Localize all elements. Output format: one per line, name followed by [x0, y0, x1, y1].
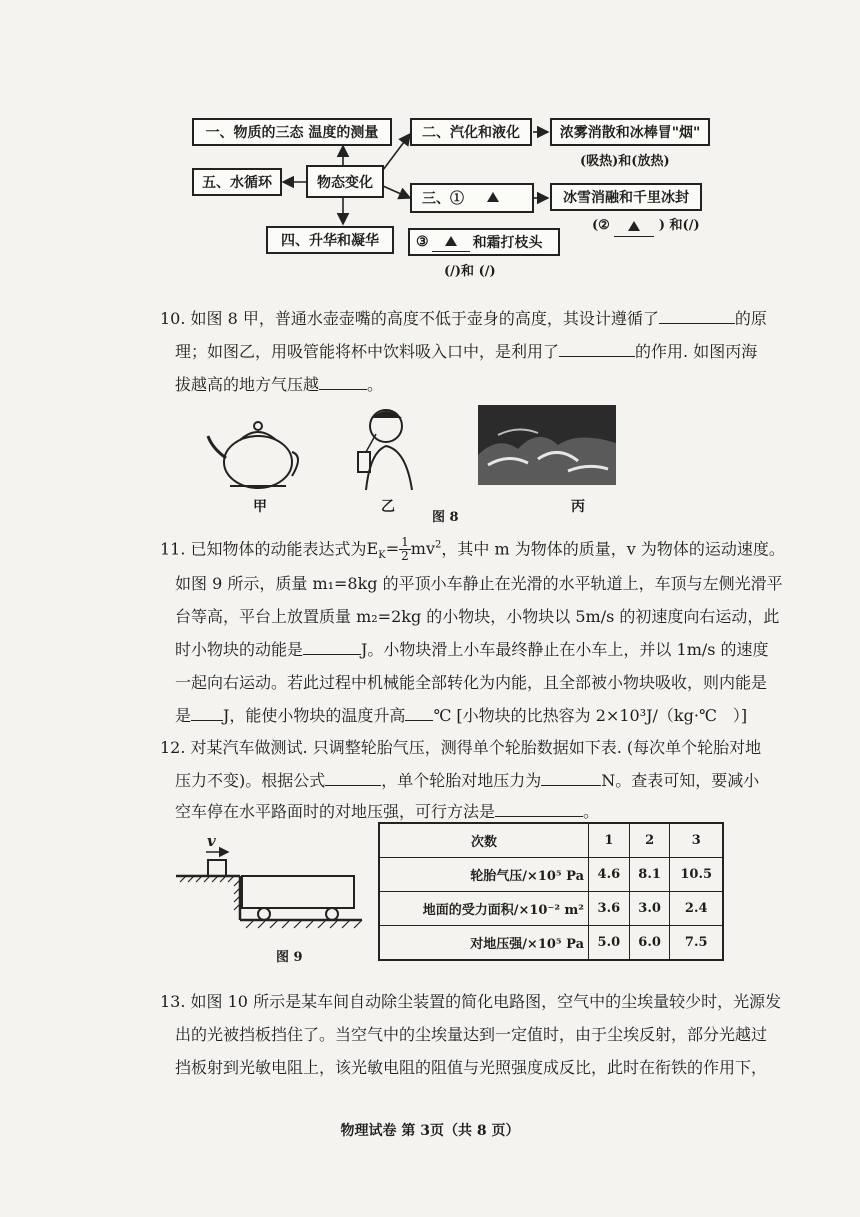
blank-2[interactable]: [614, 218, 654, 237]
frac-numerator: 1: [401, 535, 409, 550]
concept-box-melting-label: 三、①: [422, 191, 464, 207]
boy-straw-figure: [350, 400, 420, 492]
q13-line-1: 13. 如图 10 所示是某车间自动除尘装置的简化电路图，空气中的尘埃量较少时，光源发: [160, 992, 782, 1011]
blank-marker-icon: [445, 236, 457, 246]
q10-blank-2[interactable]: [559, 338, 635, 357]
fig8-label-c: 丙: [571, 499, 585, 515]
table-cell: 3.6: [589, 892, 630, 926]
q11-line-5: 一起向右运动。若此过程中机械能全部转化为内能，且全部被小物块吸收，则内能是: [175, 673, 768, 692]
q12-blank-2[interactable]: [541, 767, 601, 786]
frac-denominator: 2: [401, 549, 409, 564]
teapot-figure: [200, 412, 310, 492]
table-cell: 对地压强/×10⁵ Pa: [379, 926, 589, 961]
q10-blank-1[interactable]: [659, 305, 735, 324]
tire-data-table: [378, 822, 724, 961]
q12-blank-1[interactable]: [325, 767, 381, 786]
table-cell: 7.5: [670, 926, 723, 961]
blank-marker-icon: [487, 192, 499, 202]
table-header-cell: 1: [589, 823, 630, 858]
mountain-photo: [478, 405, 616, 485]
formula-sup: 2: [434, 540, 442, 551]
q10-text: 。: [367, 375, 384, 394]
concept-box-frost: [408, 228, 560, 256]
table-row: [379, 892, 723, 926]
q12-blank-3[interactable]: [495, 798, 583, 817]
q10-text: 的作用. 如图丙海: [635, 342, 758, 361]
table-cell: 地面的受力面积/×10⁻² m²: [379, 892, 589, 926]
q12-text: 空车停在水平路面时的对地压强，可行方法是: [175, 802, 496, 821]
fig8-label-a: 甲: [253, 499, 267, 515]
q10-text: 理；如图乙，用吸管能将杯中饮料吸入口中，是利用了: [175, 342, 560, 361]
q11-blank-1[interactable]: [303, 636, 361, 655]
concept-box-melting: [410, 183, 534, 213]
table-cell: 8.1: [629, 858, 670, 892]
q11-text: 是: [175, 706, 192, 725]
q11-line-4: [175, 634, 769, 666]
table-cell: 4.6: [589, 858, 630, 892]
q11-line-2: 如图 9 所示，质量 m₁=8kg 的平顶小车静止在光滑的水平轨道上，车顶与左侧光滑平: [175, 574, 783, 593]
q11-text: ，其中 m 为物体的质量，v 为物体的运动速度。: [441, 539, 785, 559]
q12-text: N。查表可知，要减小: [601, 771, 760, 790]
table-header-cell: 3: [670, 823, 723, 858]
q11-line-6: [175, 700, 747, 732]
blank-1[interactable]: [468, 189, 518, 207]
q12-text: ，单个轮胎对地压力为: [381, 771, 542, 790]
q10-line-2: [175, 336, 757, 368]
concept-note-ice-post: ) 和(/): [658, 218, 700, 233]
table-row: [379, 926, 723, 961]
concept-box-phase-change: 物态变化: [306, 165, 384, 198]
q11-text: J。小物块滑上小车最终静止在小车上，并以 1m/s 的速度: [361, 640, 769, 659]
q10-text: 的原: [734, 309, 767, 328]
table-header-cell: 2: [629, 823, 670, 858]
q13-line-2: 出的光被挡板挡住了。当空气中的尘埃量达到一定值时，由于尘埃反射，部分光越过: [175, 1025, 768, 1044]
q10-line-1: [160, 303, 767, 335]
concept-box-frost-post: 和霜打枝头: [472, 235, 543, 251]
table-cell: 3.0: [629, 892, 670, 926]
blank-3[interactable]: [432, 233, 470, 252]
formula-sub: K: [378, 550, 386, 562]
formula-fraction: [399, 536, 411, 563]
q12-line-1: 12. 对某汽车做测试. 只调整轮胎气压，测得单个轮胎数据如下表. (每次单个轮胎对地: [160, 738, 762, 757]
table-cell: 10.5: [670, 858, 723, 892]
q11-blank-3[interactable]: [405, 702, 433, 721]
concept-box-fog: 浓雾消散和冰棒冒"烟": [550, 118, 710, 146]
table-row: [379, 858, 723, 892]
q10-text: 10. 如图 8 甲，普通水壶壶嘴的高度不低于壶身的高度，其设计遵循了: [160, 309, 659, 328]
q11-text: 11. 已知物体的动能表达式为: [160, 539, 367, 559]
q11-text: J，能使小物块的温度升高: [223, 706, 406, 725]
table-cell: 6.0: [629, 926, 670, 961]
concept-box-states: 一、物质的三态 温度的测量: [192, 118, 392, 146]
concept-box-ice: 冰雪消融和千里冰封: [550, 183, 702, 211]
q11-text: 时小物块的动能是: [175, 640, 304, 659]
q12-text: 。: [583, 802, 600, 821]
concept-box-water-cycle: 五、水循环: [192, 168, 282, 196]
formula-ek: E: [366, 539, 379, 559]
blank-marker-icon: [628, 221, 640, 231]
fig9-caption: 图 9: [276, 950, 303, 965]
concept-box-vaporization: 二、汽化和液化: [410, 118, 532, 146]
table-header-row: [379, 823, 723, 858]
q12-line-2: [175, 765, 759, 797]
formula-mv: mv: [410, 539, 435, 559]
cart-figure: [176, 830, 366, 940]
table-cell: 轮胎气压/×10⁵ Pa: [379, 858, 589, 892]
q10-line-3: [175, 369, 383, 401]
table-header-cell: 次数: [379, 823, 589, 858]
velocity-label: v: [207, 832, 216, 850]
concept-note-frost: (/)和 (/): [444, 264, 496, 279]
concept-note-ice: [592, 214, 700, 237]
table-cell: 2.4: [670, 892, 723, 926]
q13-line-3: 挡板射到光敏电阻上，该光敏电阻的阻值与光照强度成反比，此时在衔铁的作用下，: [175, 1058, 768, 1077]
fig8-caption: 图 8: [432, 510, 459, 525]
fig8-label-b: 乙: [381, 499, 395, 515]
concept-note-ice-pre: (②: [592, 218, 610, 233]
q11-line-1: [160, 530, 785, 573]
q10-blank-3[interactable]: [319, 371, 367, 390]
concept-note-fog: (吸热)和(放热): [580, 154, 670, 169]
formula-eq: =: [385, 539, 400, 559]
q11-line-3: 台等高，平台上放置质量 m₂=2kg 的小物块，小物块以 5m/s 的初速度向右运动，此: [175, 607, 780, 626]
q11-blank-2[interactable]: [191, 702, 223, 721]
concept-box-sublimation: 四、升华和凝华: [266, 226, 394, 254]
concept-box-frost-pre: ③: [416, 234, 429, 250]
page-footer: 物理试卷 第 3页（共 8 页）: [340, 1123, 520, 1139]
q12-text: 压力不变)。根据公式: [175, 771, 326, 790]
q11-text: ℃ [小物块的比热容为 2×10³J/（kg·℃ ）]: [433, 706, 748, 725]
kinetic-energy-formula: [366, 535, 442, 564]
q10-text: 拔越高的地方气压越: [175, 375, 320, 394]
table-cell: 5.0: [589, 926, 630, 961]
